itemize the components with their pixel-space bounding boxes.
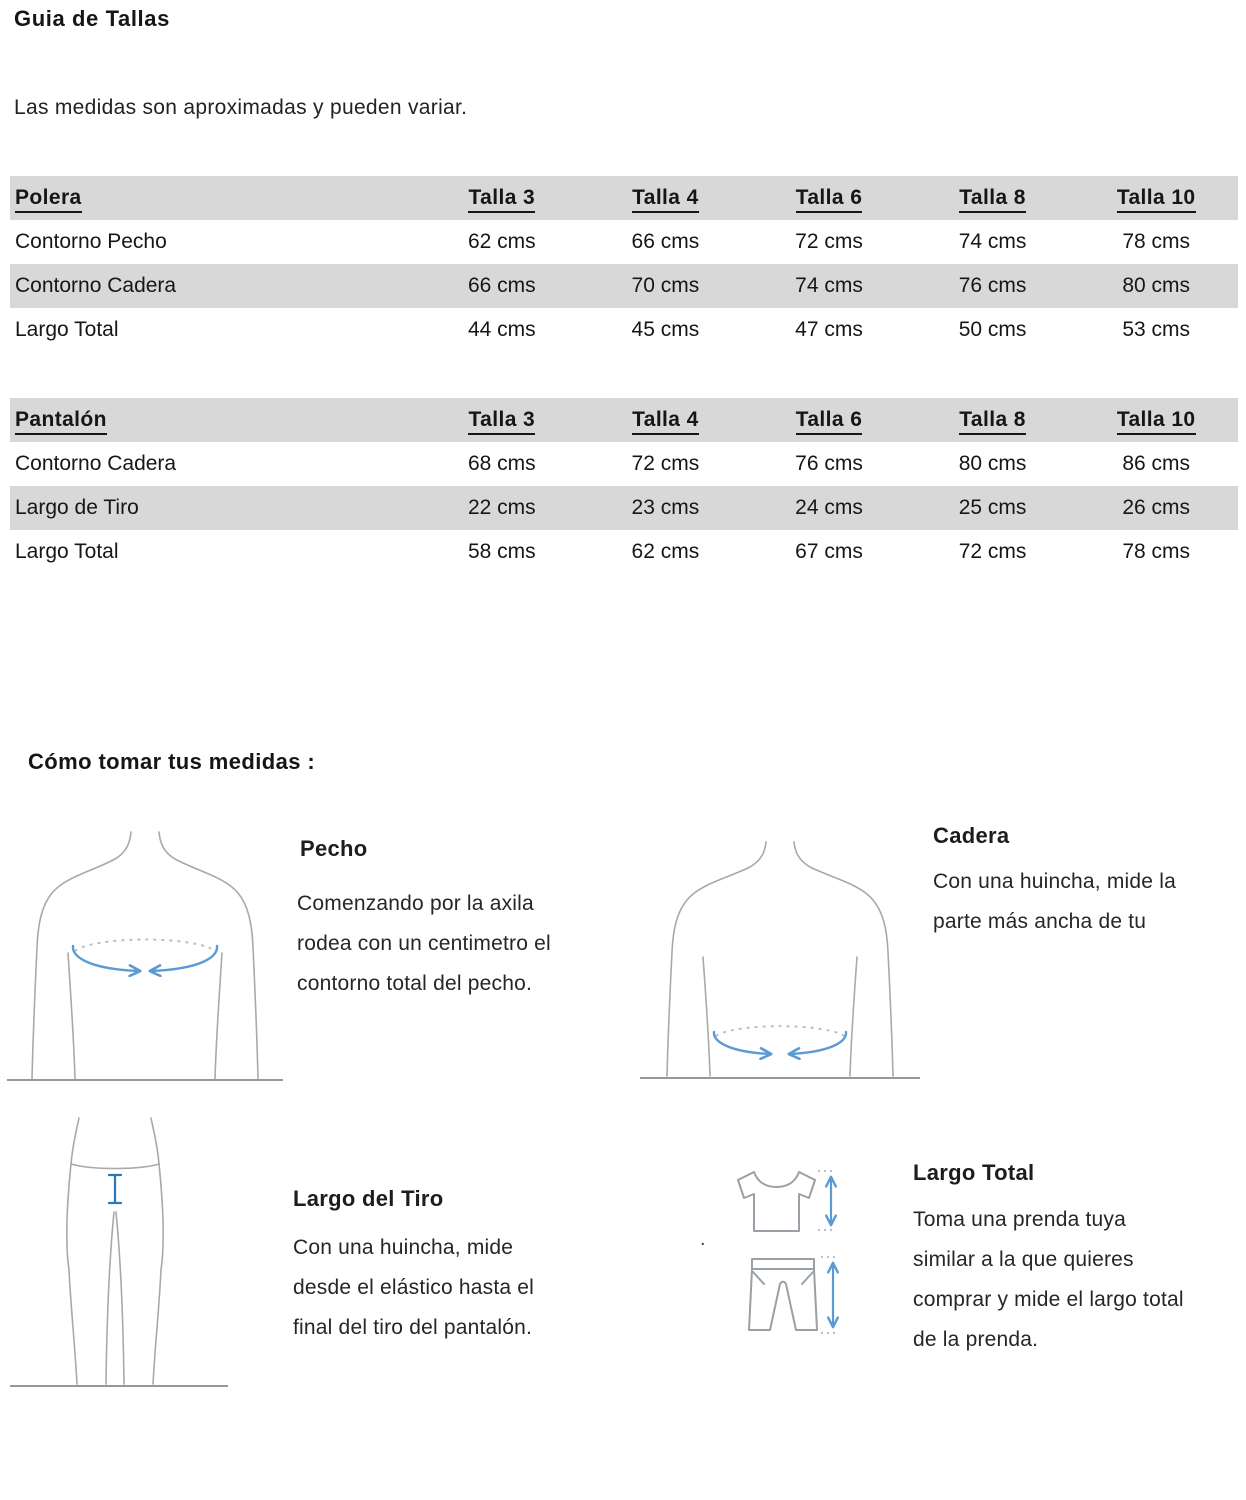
measure-value: 72 cms bbox=[631, 452, 700, 475]
measure-value: 76 cms bbox=[958, 274, 1027, 297]
size-col-header: Talla 4 bbox=[632, 408, 699, 435]
table-header-row bbox=[10, 176, 1238, 220]
measure-value: 80 cms bbox=[1122, 274, 1191, 297]
measure-value: 47 cms bbox=[795, 318, 863, 341]
measure-value: 50 cms bbox=[958, 318, 1027, 341]
text-line: comprar y mide el largo total bbox=[913, 1288, 1184, 1311]
size-col-header: Talla 6 bbox=[796, 186, 863, 213]
measure-value: 86 cms bbox=[1122, 452, 1191, 475]
size-col-header: Talla 10 bbox=[1117, 186, 1196, 213]
legs-rise-measure-icon bbox=[8, 1118, 230, 1390]
text-line: Con una huincha, mide la bbox=[933, 870, 1176, 893]
pantalon-size-table bbox=[10, 398, 1238, 574]
measure-value: 74 cms bbox=[958, 230, 1027, 253]
text-line: parte más ancha de tu bbox=[933, 910, 1147, 933]
measure-value: 44 cms bbox=[467, 318, 536, 341]
measure-value: 23 cms bbox=[631, 496, 700, 519]
section-text-largo-tiro bbox=[293, 1228, 534, 1348]
section-title-largo-tiro: Largo del Tiro bbox=[293, 1186, 444, 1211]
section-text-cadera bbox=[933, 862, 1176, 942]
measure-value: 72 cms bbox=[958, 540, 1027, 563]
measure-value: 66 cms bbox=[631, 230, 700, 253]
size-col-header: Talla 4 bbox=[632, 186, 699, 213]
measure-value: 62 cms bbox=[631, 540, 700, 563]
measure-value: 62 cms bbox=[467, 230, 536, 253]
section-text-largo-total bbox=[913, 1200, 1184, 1360]
stray-dot: . bbox=[700, 1228, 706, 1250]
measure-value: 53 cms bbox=[1122, 318, 1191, 341]
page-title: Guia de Tallas bbox=[14, 6, 170, 31]
section-title-largo-total: Largo Total bbox=[913, 1160, 1035, 1185]
measure-value: 78 cms bbox=[1122, 230, 1191, 253]
section-title-pecho: Pecho bbox=[300, 836, 368, 861]
measure-value: 45 cms bbox=[631, 318, 700, 341]
table-row bbox=[10, 530, 1238, 574]
row-label: Contorno Cadera bbox=[15, 274, 177, 297]
measure-value: 58 cms bbox=[467, 540, 536, 563]
polera-size-table bbox=[10, 176, 1238, 352]
table-row bbox=[10, 442, 1238, 486]
measure-value: 26 cms bbox=[1122, 496, 1191, 519]
measure-value: 68 cms bbox=[467, 452, 536, 475]
measure-value: 22 cms bbox=[467, 496, 536, 519]
section-text-pecho bbox=[297, 884, 551, 1004]
text-line: Comenzando por la axila bbox=[297, 892, 534, 915]
text-line: similar a la que quieres bbox=[913, 1248, 1134, 1271]
table-row bbox=[10, 220, 1238, 264]
table-title-polera: Polera bbox=[15, 186, 82, 213]
row-label: Contorno Cadera bbox=[15, 452, 177, 475]
text-line: Toma una prenda tuya bbox=[913, 1208, 1126, 1231]
row-label: Largo Total bbox=[15, 318, 119, 341]
section-title-cadera: Cadera bbox=[933, 823, 1010, 848]
measure-value: 25 cms bbox=[958, 496, 1027, 519]
measure-value: 72 cms bbox=[795, 230, 863, 253]
text-line: desde el elástico hasta el bbox=[293, 1276, 535, 1299]
measure-value: 70 cms bbox=[631, 274, 700, 297]
text-line: Con una huincha, mide bbox=[293, 1236, 514, 1259]
row-label: Contorno Pecho bbox=[15, 230, 167, 253]
table-row bbox=[10, 308, 1238, 352]
text-line: final del tiro del pantalón. bbox=[293, 1316, 533, 1339]
measure-value: 80 cms bbox=[958, 452, 1027, 475]
measure-value: 24 cms bbox=[795, 496, 863, 519]
measure-value: 74 cms bbox=[795, 274, 863, 297]
measure-value: 66 cms bbox=[467, 274, 536, 297]
table-header-row bbox=[10, 398, 1238, 442]
shirt-pants-length-icon bbox=[695, 1160, 855, 1350]
torso-chest-measure-icon bbox=[5, 830, 285, 1082]
measure-value: 78 cms bbox=[1122, 540, 1191, 563]
size-col-header: Talla 8 bbox=[959, 408, 1026, 435]
size-col-header: Talla 6 bbox=[796, 408, 863, 435]
table-row bbox=[10, 486, 1238, 530]
text-line: contorno total del pecho. bbox=[297, 972, 532, 995]
row-label: Largo Total bbox=[15, 540, 119, 563]
table-title-pantalon: Pantalón bbox=[15, 408, 107, 435]
disclaimer-text: Las medidas son aproximadas y pueden variar. bbox=[14, 96, 468, 119]
size-col-header: Talla 3 bbox=[468, 408, 535, 435]
torso-hip-measure-icon bbox=[640, 840, 920, 1080]
size-col-header: Talla 10 bbox=[1117, 408, 1196, 435]
row-label: Largo de Tiro bbox=[15, 496, 139, 519]
measure-value: 76 cms bbox=[795, 452, 863, 475]
how-to-heading: Cómo tomar tus medidas : bbox=[28, 749, 316, 774]
text-line: de la prenda. bbox=[913, 1328, 1039, 1351]
measure-value: 67 cms bbox=[795, 540, 863, 563]
text-line: rodea con un centimetro el bbox=[297, 932, 551, 955]
size-col-header: Talla 3 bbox=[468, 186, 535, 213]
table-row bbox=[10, 264, 1238, 308]
size-col-header: Talla 8 bbox=[959, 186, 1026, 213]
